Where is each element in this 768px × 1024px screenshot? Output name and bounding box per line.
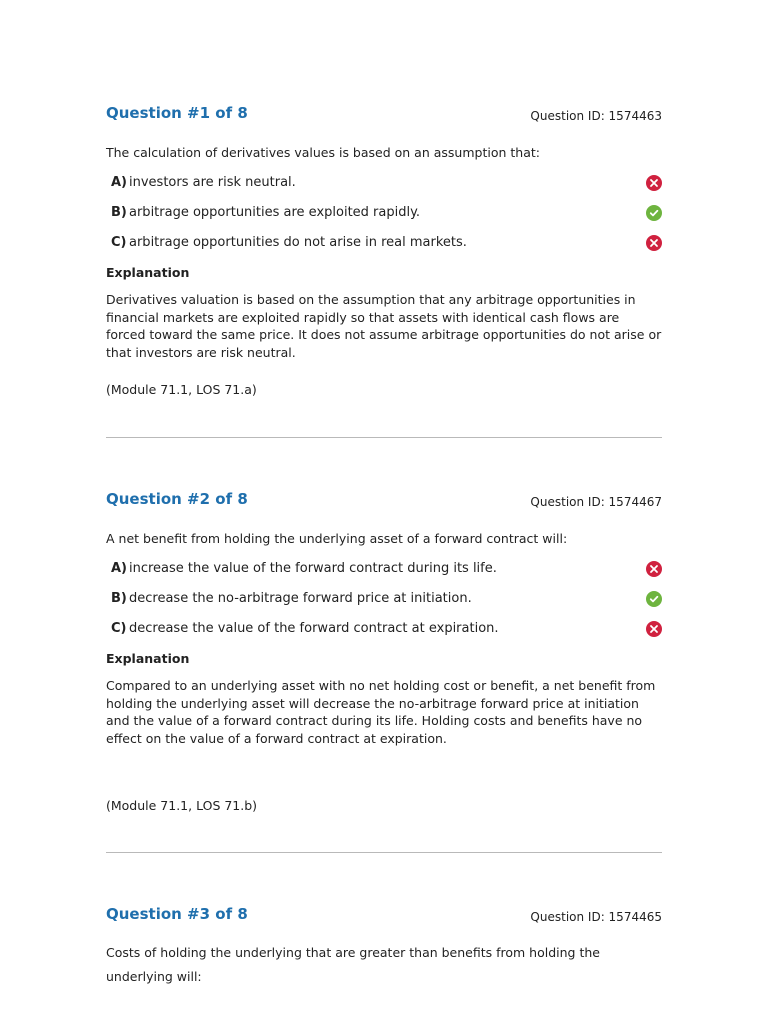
question-id: Question ID: 1574467	[530, 495, 662, 509]
section-divider	[106, 437, 662, 438]
question-id: Question ID: 1574465	[530, 910, 662, 924]
answer-letter: B)	[111, 591, 127, 606]
module-reference: (Module 71.1, LOS 71.a)	[106, 382, 257, 397]
explanation-text: Compared to an underlying asset with no net holding cost or benefit, a net benefit from holding the underlying asset will decrease the no-arbitrage forward price at initiation and the value of a forward contract during its life. Holding costs and benefits have no effect on the value of a forward contract at expiration.	[106, 678, 656, 746]
answer-text: increase the value of the forward contract during its life.	[129, 561, 497, 576]
answer-option-b	[106, 199, 662, 229]
x-icon	[646, 621, 662, 637]
question-title: Question #3 of 8	[106, 905, 248, 923]
answer-text: investors are risk neutral.	[129, 175, 296, 190]
check-icon	[646, 591, 662, 607]
question-header	[106, 104, 662, 128]
answer-option-a	[106, 555, 662, 585]
explanation-heading: Explanation	[106, 651, 190, 666]
answer-list	[106, 555, 662, 645]
question-stem: The calculation of derivatives values is based on an assumption that:	[106, 145, 540, 160]
answer-option-c	[106, 615, 662, 645]
answer-letter: C)	[111, 235, 127, 250]
question-3	[106, 905, 662, 989]
question-2	[106, 490, 662, 813]
answer-letter: C)	[111, 621, 127, 636]
question-title: Question #1 of 8	[106, 104, 248, 122]
answer-option-c	[106, 229, 662, 259]
answer-text: arbitrage opportunities are exploited rapidly.	[129, 205, 421, 220]
answer-letter: A)	[111, 561, 128, 576]
question-header	[106, 490, 662, 514]
answer-letter: A)	[111, 175, 128, 190]
module-reference: (Module 71.1, LOS 71.b)	[106, 798, 258, 813]
answer-option-a	[106, 169, 662, 199]
question-title: Question #2 of 8	[106, 490, 248, 508]
x-icon	[646, 235, 662, 251]
x-icon	[646, 561, 662, 577]
check-icon	[646, 205, 662, 221]
question-1	[106, 104, 662, 397]
answer-option-b	[106, 585, 662, 615]
answer-text: decrease the value of the forward contract at expiration.	[129, 621, 499, 636]
answer-text: decrease the no-arbitrage forward price at initiation.	[129, 591, 472, 606]
answer-letter: B)	[111, 205, 127, 220]
answer-list	[106, 169, 662, 259]
explanation-heading: Explanation	[106, 265, 190, 280]
section-divider	[106, 852, 662, 853]
question-id: Question ID: 1574463	[530, 109, 662, 123]
question-stem: Costs of holding the underlying that are greater than benefits from holding the underlying will:	[106, 945, 600, 984]
answer-text: arbitrage opportunities do not arise in real markets.	[129, 235, 467, 250]
question-stem: A net benefit from holding the underlying asset of a forward contract will:	[106, 531, 568, 546]
x-icon	[646, 175, 662, 191]
explanation-text: Derivatives valuation is based on the assumption that any arbitrage opportunities in financial markets are exploited rapidly so that assets with identical cash flows are forced toward the same price. It does not assume arbitrage opportunities do not arise or that investors are risk neutral.	[106, 292, 662, 360]
question-header	[106, 905, 662, 929]
